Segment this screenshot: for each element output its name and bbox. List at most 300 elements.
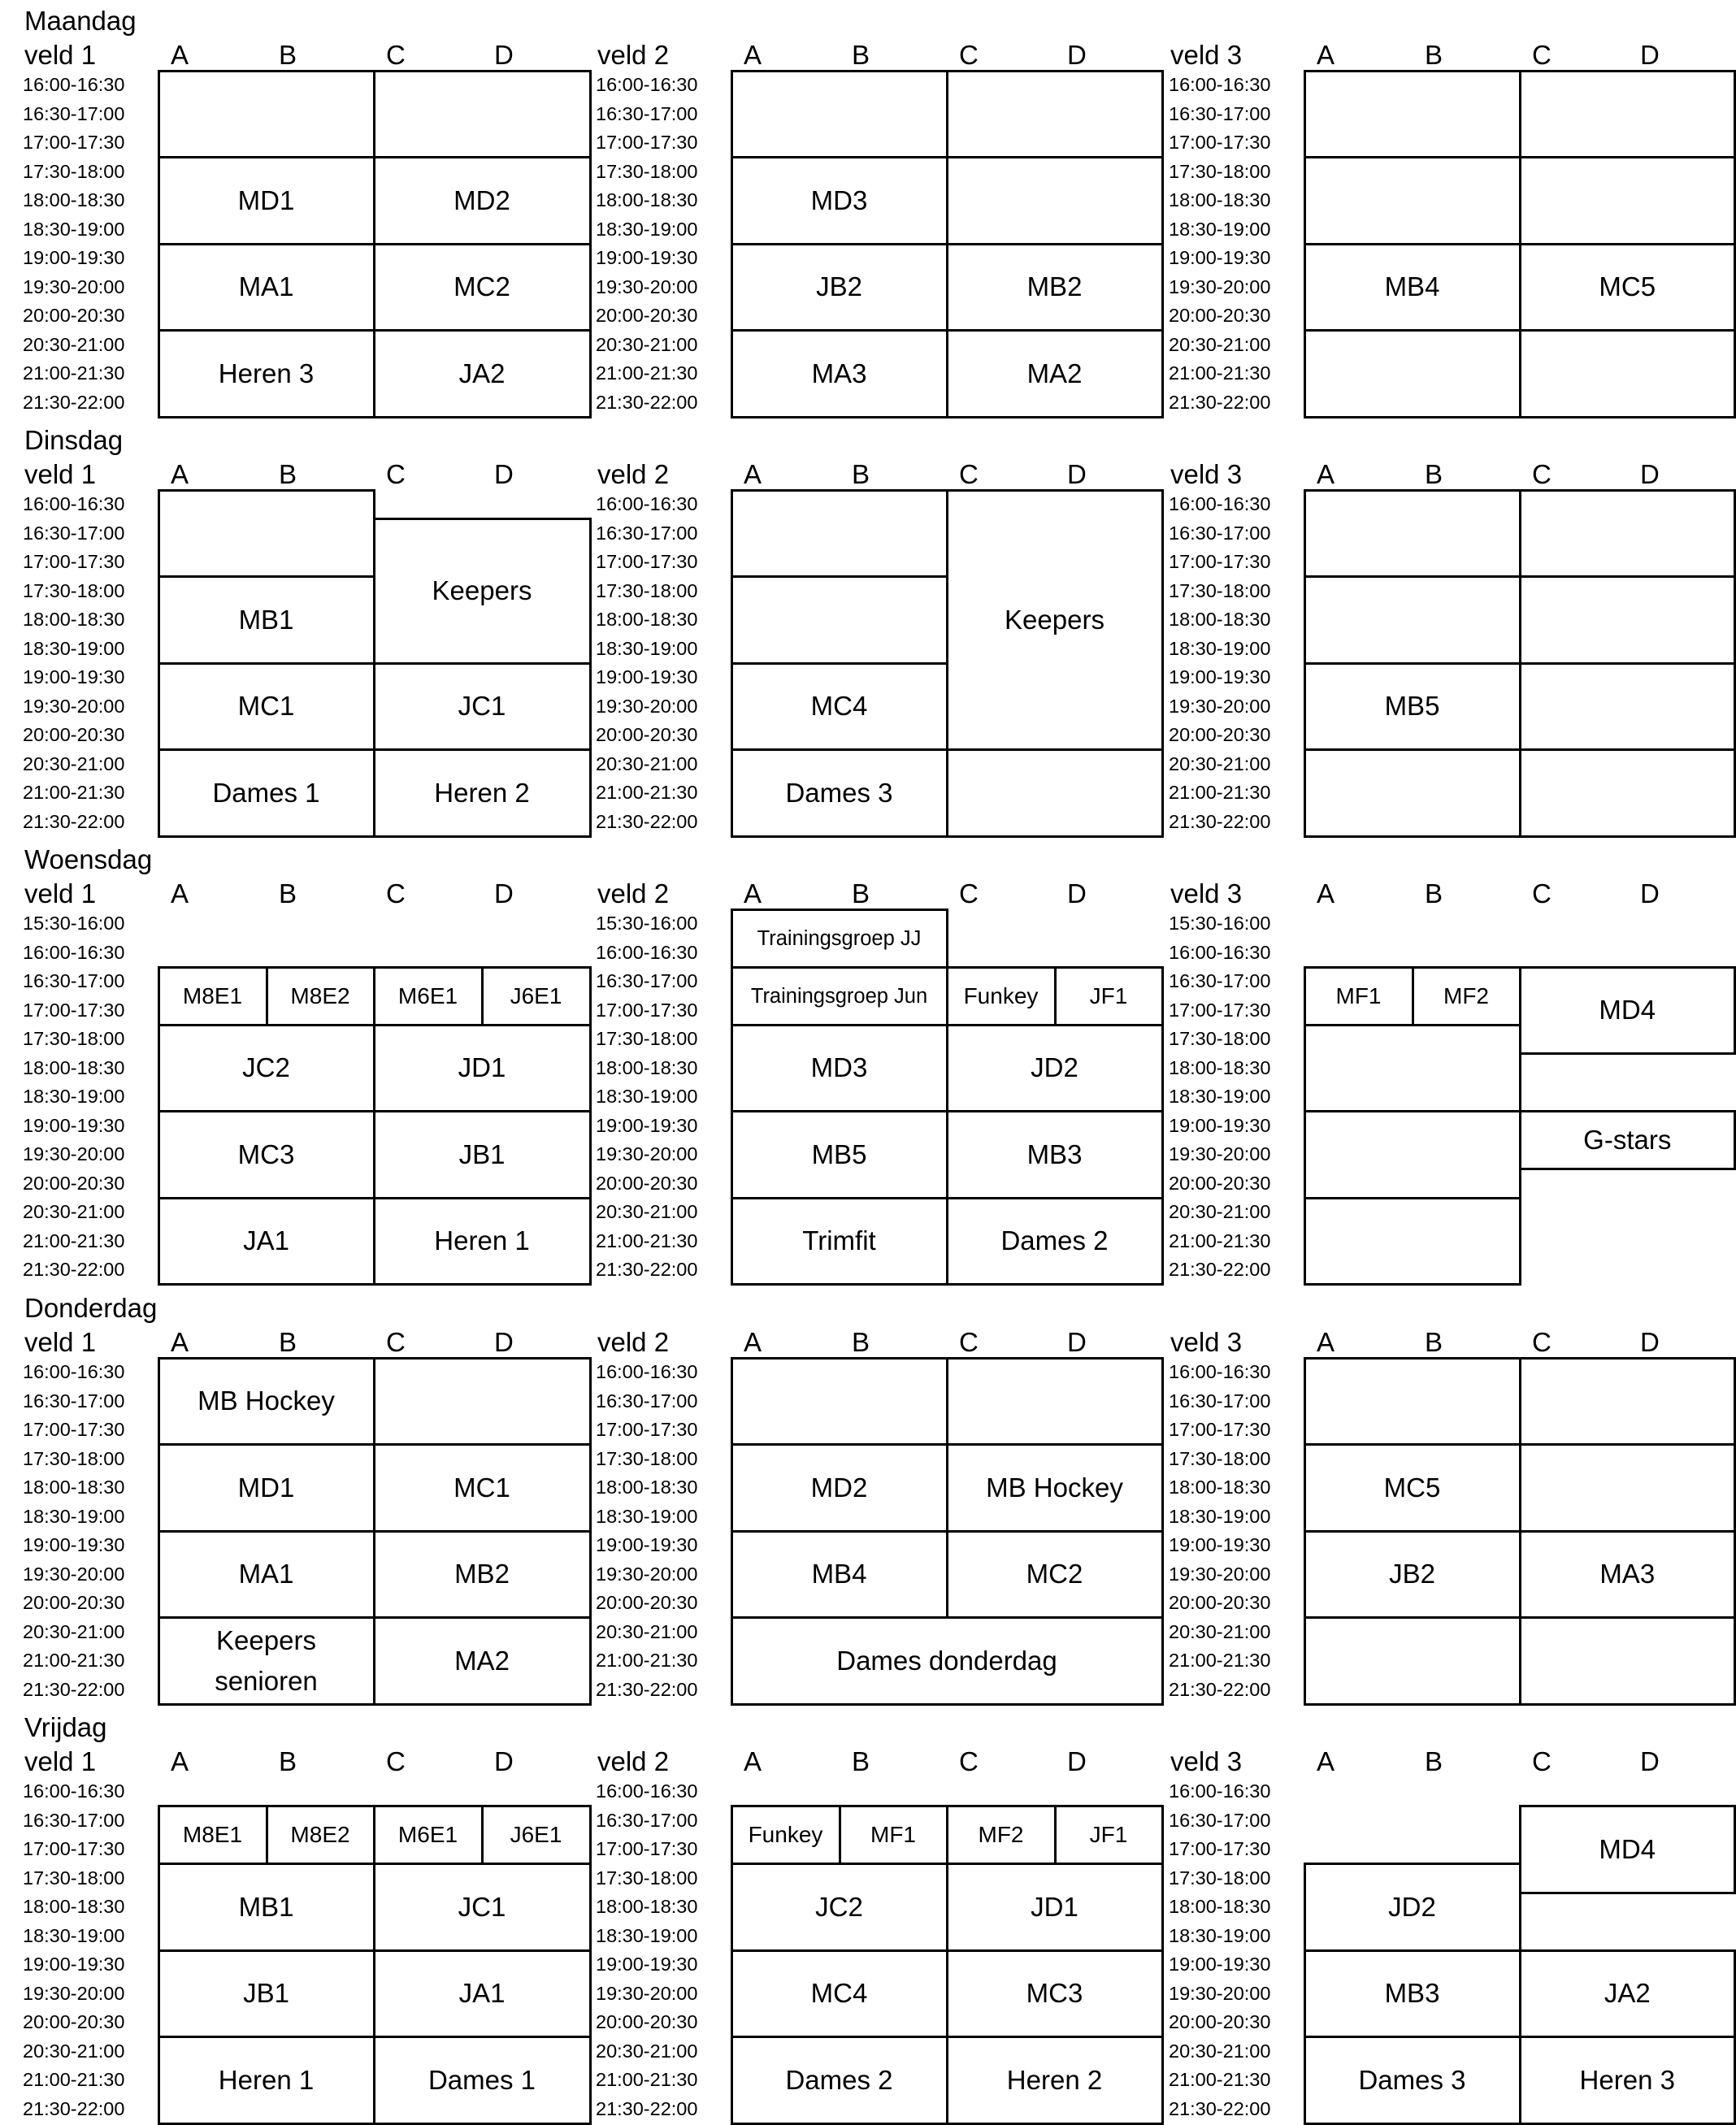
block-label: JA1 <box>243 1221 289 1261</box>
column-header: D <box>1640 1747 1660 1776</box>
block-label: MB3 <box>1385 1973 1440 2014</box>
time-slot-label: 16:00-16:30 <box>596 71 697 100</box>
time-slot-label: 16:00-16:30 <box>23 1358 124 1387</box>
block-label: MC3 <box>1026 1973 1083 2014</box>
time-slot-label: 21:30-22:00 <box>23 2095 124 2124</box>
field-label: veld 1 <box>24 1747 96 1776</box>
time-slot-label: 17:00-17:30 <box>596 1416 697 1445</box>
block-label: M8E1 <box>183 1815 242 1855</box>
time-slot-label: 17:30-18:00 <box>596 158 697 187</box>
column-header: B <box>852 879 870 909</box>
time-slot-label: 21:30-22:00 <box>23 1255 124 1285</box>
block-label: MF2 <box>979 1815 1024 1855</box>
schedule-block <box>946 70 1164 159</box>
block-label: MD1 <box>238 180 295 221</box>
block-label: Dames donderdag <box>836 1641 1057 1681</box>
column-header: A <box>744 1328 762 1357</box>
time-slot-label: 17:30-18:00 <box>1169 1864 1270 1893</box>
field-label: veld 3 <box>1170 879 1242 909</box>
time-slot-label: 19:30-20:00 <box>1169 1140 1270 1169</box>
schedule-block <box>1519 1357 1736 1446</box>
column-header: A <box>171 1328 189 1357</box>
time-slot-label: 16:30-17:00 <box>1169 967 1270 996</box>
block-label: MB3 <box>1027 1134 1083 1175</box>
block-label: MF1 <box>1336 976 1382 1017</box>
time-slot-label: 17:30-18:00 <box>23 1445 124 1474</box>
schedule-block <box>1519 156 1736 245</box>
time-slot-label: 16:00-16:30 <box>23 939 124 968</box>
schedule-block <box>1519 243 1736 332</box>
column-header: A <box>1317 1747 1335 1776</box>
column-header: B <box>279 1328 297 1357</box>
day-title: Donderdag <box>24 1294 157 1323</box>
time-slot-label: 20:30-21:00 <box>1169 1618 1270 1647</box>
time-slot-label: 16:30-17:00 <box>1169 100 1270 129</box>
column-header: A <box>744 879 762 909</box>
time-slot-label: 21:00-21:30 <box>596 1227 697 1256</box>
schedule-block <box>158 1110 375 1199</box>
block-label: JD2 <box>1031 1047 1078 1088</box>
time-slot-label: 21:00-21:30 <box>1169 1227 1270 1256</box>
field-label: veld 1 <box>24 1328 96 1357</box>
block-label: J6E1 <box>510 1815 562 1855</box>
schedule-block <box>1304 1357 1521 1446</box>
column-header: B <box>1425 41 1443 70</box>
column-header: D <box>1640 41 1660 70</box>
schedule-block <box>1304 70 1521 159</box>
block-label: M8E2 <box>290 1815 349 1855</box>
field-label: veld 3 <box>1170 41 1242 70</box>
column-header: C <box>386 1747 406 1776</box>
time-slot-label: 17:30-18:00 <box>596 1864 697 1893</box>
column-header: C <box>959 1328 979 1357</box>
column-header: C <box>1532 1747 1552 1776</box>
schedule-block <box>1304 1024 1521 1113</box>
block-label: MC4 <box>811 1973 868 2014</box>
block-label: Funkey <box>964 976 1039 1017</box>
schedule-block <box>731 1616 1164 1706</box>
column-header: A <box>1317 879 1335 909</box>
time-slot-label: 21:00-21:30 <box>23 2066 124 2095</box>
column-header: A <box>171 460 189 489</box>
block-label: MD2 <box>454 180 510 221</box>
column-header: A <box>1317 41 1335 70</box>
column-header: A <box>171 879 189 909</box>
time-slot-label: 19:00-19:30 <box>1169 1531 1270 1560</box>
time-slot-label: 19:00-19:30 <box>596 663 697 692</box>
time-slot-label: 16:30-17:00 <box>23 967 124 996</box>
schedule-block <box>373 1024 592 1113</box>
time-slot-label: 20:30-21:00 <box>1169 1198 1270 1227</box>
column-header: B <box>852 1747 870 1776</box>
column-header: C <box>959 41 979 70</box>
schedule-block <box>731 1357 948 1446</box>
time-slot-label: 20:00-20:30 <box>23 1589 124 1618</box>
block-label: JA1 <box>459 1973 506 2014</box>
schedule-block <box>481 966 592 1026</box>
time-slot-label: 18:30-19:00 <box>1169 215 1270 245</box>
time-slot-label: 20:30-21:00 <box>596 331 697 360</box>
time-slot-label: 17:00-17:30 <box>1169 1416 1270 1445</box>
time-slot-label: 16:30-17:00 <box>1169 1387 1270 1416</box>
block-label: Dames 1 <box>212 773 319 813</box>
time-slot-label: 18:00-18:30 <box>1169 605 1270 635</box>
time-slot-label: 17:30-18:00 <box>1169 577 1270 606</box>
schedule-block <box>946 1357 1164 1446</box>
time-slot-label: 16:00-16:30 <box>1169 71 1270 100</box>
time-slot-label: 18:30-19:00 <box>596 1503 697 1532</box>
block-label: MC2 <box>454 267 510 307</box>
block-label: MC4 <box>811 686 868 726</box>
time-slot-label: 17:30-18:00 <box>596 1445 697 1474</box>
time-slot-label: 21:30-22:00 <box>596 1676 697 1705</box>
time-slot-label: 17:00-17:30 <box>596 548 697 577</box>
time-slot-label: 21:00-21:30 <box>596 778 697 808</box>
schedule-block <box>946 2036 1164 2125</box>
block-label: Heren 3 <box>219 353 314 394</box>
time-slot-label: 19:30-20:00 <box>596 1140 697 1169</box>
column-header: D <box>494 1747 514 1776</box>
column-header: C <box>959 460 979 489</box>
block-label: MC1 <box>454 1468 510 1508</box>
time-slot-label: 21:30-22:00 <box>596 388 697 418</box>
block-label: MB5 <box>812 1134 867 1175</box>
time-slot-label: 16:00-16:30 <box>23 1777 124 1806</box>
column-header: C <box>1532 460 1552 489</box>
day-title: Vrijdag <box>24 1713 107 1742</box>
block-label: MA2 <box>454 1641 510 1681</box>
column-header: A <box>171 41 189 70</box>
column-header: B <box>279 1747 297 1776</box>
schedule-block <box>1304 489 1521 579</box>
time-slot-label: 17:00-17:30 <box>596 1835 697 1864</box>
time-slot-label: 21:00-21:30 <box>23 1227 124 1256</box>
time-slot-label: 16:30-17:00 <box>1169 519 1270 549</box>
time-slot-label: 15:30-16:00 <box>1169 909 1270 939</box>
time-slot-label: 18:30-19:00 <box>1169 1922 1270 1951</box>
schedule-block <box>731 662 948 752</box>
time-slot-label: 16:00-16:30 <box>596 490 697 519</box>
schedule-block <box>946 1197 1164 1286</box>
schedule-block <box>1519 1949 1736 2039</box>
time-slot-label: 19:00-19:30 <box>596 1112 697 1141</box>
block-label: G-stars <box>1583 1120 1671 1160</box>
schedule-block <box>1519 662 1736 752</box>
schedule-block <box>946 966 1057 1026</box>
time-slot-label: 20:00-20:30 <box>596 2008 697 2037</box>
block-label: MC3 <box>238 1134 295 1175</box>
time-slot-label: 16:30-17:00 <box>596 967 697 996</box>
time-slot-label: 21:30-22:00 <box>1169 808 1270 837</box>
time-slot-label: 20:30-21:00 <box>23 1618 124 1647</box>
schedule-block <box>946 1863 1164 1952</box>
time-slot-label: 19:30-20:00 <box>23 1980 124 2009</box>
schedule-block <box>731 243 948 332</box>
time-slot-label: 20:30-21:00 <box>596 1618 697 1647</box>
time-slot-label: 18:00-18:30 <box>23 1893 124 1922</box>
time-slot-label: 18:00-18:30 <box>596 1473 697 1503</box>
schedule-block <box>731 2036 948 2125</box>
schedule-block <box>1304 1949 1521 2039</box>
field-label: veld 2 <box>597 460 669 489</box>
block-label: M8E1 <box>183 976 242 1017</box>
time-slot-label: 17:30-18:00 <box>1169 1445 1270 1474</box>
schedule-block <box>946 748 1164 838</box>
column-header: D <box>1067 1328 1087 1357</box>
schedule-block <box>1304 748 1521 838</box>
time-slot-label: 16:30-17:00 <box>596 1387 697 1416</box>
time-slot-label: 17:30-18:00 <box>23 158 124 187</box>
time-slot-label: 18:00-18:30 <box>596 1893 697 1922</box>
block-label: MB1 <box>239 600 294 640</box>
column-header: A <box>744 1747 762 1776</box>
block-label: JD1 <box>458 1047 506 1088</box>
schedule-block <box>373 1197 592 1286</box>
schedule-block <box>373 156 592 245</box>
time-slot-label: 17:30-18:00 <box>1169 1025 1270 1054</box>
column-header: D <box>494 41 514 70</box>
time-slot-label: 17:00-17:30 <box>23 128 124 158</box>
block-label: M6E1 <box>398 976 458 1017</box>
time-slot-label: 21:30-22:00 <box>596 808 697 837</box>
field-label: veld 1 <box>24 460 96 489</box>
time-slot-label: 19:30-20:00 <box>1169 692 1270 722</box>
column-header: B <box>1425 879 1443 909</box>
time-slot-label: 17:00-17:30 <box>1169 996 1270 1026</box>
time-slot-label: 18:30-19:00 <box>23 215 124 245</box>
schedule-block <box>158 2036 375 2125</box>
field-label: veld 2 <box>597 41 669 70</box>
block-label: JC1 <box>458 686 506 726</box>
time-slot-label: 20:30-21:00 <box>1169 2037 1270 2066</box>
time-slot-label: 19:30-20:00 <box>596 1560 697 1589</box>
schedule-block <box>1519 2036 1736 2125</box>
schedule-block <box>1054 1805 1164 1865</box>
schedule-block <box>731 1110 948 1199</box>
schedule-block <box>731 329 948 418</box>
time-slot-label: 19:00-19:30 <box>1169 663 1270 692</box>
block-label: MA3 <box>1599 1554 1655 1594</box>
block-label: JB2 <box>1389 1554 1435 1594</box>
block-label: Dames 3 <box>1358 2060 1465 2101</box>
time-slot-label: 18:00-18:30 <box>1169 1473 1270 1503</box>
schedule-block <box>1519 748 1736 838</box>
field-label: veld 3 <box>1170 1747 1242 1776</box>
block-label: MF2 <box>1443 976 1489 1017</box>
schedule-block <box>946 1530 1164 1620</box>
time-slot-label: 19:00-19:30 <box>1169 1950 1270 1980</box>
time-slot-label: 17:00-17:30 <box>1169 548 1270 577</box>
column-header: D <box>1067 879 1087 909</box>
time-slot-label: 17:30-18:00 <box>1169 158 1270 187</box>
schedule-block <box>946 1110 1164 1199</box>
time-slot-label: 18:00-18:30 <box>1169 186 1270 215</box>
time-slot-label: 20:00-20:30 <box>1169 301 1270 331</box>
schedule-block <box>158 1530 375 1620</box>
schedule-block <box>946 1805 1057 1865</box>
schedule-block <box>1519 1805 1736 1894</box>
time-slot-label: 18:00-18:30 <box>1169 1893 1270 1922</box>
block-label: M8E2 <box>290 976 349 1017</box>
column-header: B <box>852 1328 870 1357</box>
time-slot-label: 16:30-17:00 <box>23 100 124 129</box>
block-label: MB Hockey <box>197 1381 335 1421</box>
time-slot-label: 16:00-16:30 <box>23 71 124 100</box>
schedule-block <box>1304 156 1521 245</box>
column-header: D <box>1640 1328 1660 1357</box>
schedule-block <box>158 243 375 332</box>
field-label: veld 2 <box>597 1328 669 1357</box>
block-label: JA2 <box>459 353 506 394</box>
time-slot-label: 20:00-20:30 <box>596 1589 697 1618</box>
schedule-block <box>373 1530 592 1620</box>
column-header: C <box>1532 1328 1552 1357</box>
time-slot-label: 17:00-17:30 <box>1169 1835 1270 1864</box>
schedule-block <box>373 243 592 332</box>
block-label: JC2 <box>815 1887 863 1928</box>
column-header: C <box>386 460 406 489</box>
block-label: JB1 <box>459 1134 506 1175</box>
time-slot-label: 16:00-16:30 <box>23 490 124 519</box>
time-slot-label: 18:30-19:00 <box>596 635 697 664</box>
time-slot-label: 21:30-22:00 <box>596 1255 697 1285</box>
time-slot-label: 17:00-17:30 <box>23 1416 124 1445</box>
schedule-block <box>158 662 375 752</box>
schedule-block <box>731 156 948 245</box>
block-label: JF1 <box>1090 1815 1128 1855</box>
column-header: C <box>1532 41 1552 70</box>
time-slot-label: 18:00-18:30 <box>1169 1054 1270 1083</box>
time-slot-label: 21:30-22:00 <box>1169 388 1270 418</box>
time-slot-label: 17:00-17:30 <box>23 1835 124 1864</box>
column-header: D <box>494 879 514 909</box>
block-label: Keepers <box>1005 600 1105 640</box>
time-slot-label: 16:30-17:00 <box>23 1387 124 1416</box>
time-slot-label: 21:00-21:30 <box>1169 1646 1270 1676</box>
block-label: Dames 2 <box>785 2060 892 2101</box>
time-slot-label: 21:00-21:30 <box>596 1646 697 1676</box>
time-slot-label: 20:30-21:00 <box>1169 750 1270 779</box>
schedule-block <box>1412 966 1521 1026</box>
time-slot-label: 16:00-16:30 <box>596 939 697 968</box>
day-title: Woensdag <box>24 845 152 874</box>
block-label: MB2 <box>454 1554 510 1594</box>
time-slot-label: 19:00-19:30 <box>596 1950 697 1980</box>
block-label: MB4 <box>1385 267 1440 307</box>
block-label: JC2 <box>242 1047 290 1088</box>
block-label: Trimfit <box>802 1221 875 1261</box>
column-header: C <box>386 1328 406 1357</box>
block-label: Funkey <box>749 1815 823 1855</box>
schedule-block <box>158 748 375 838</box>
column-header: C <box>1532 879 1552 909</box>
schedule-block <box>266 966 375 1026</box>
time-slot-label: 21:30-22:00 <box>23 808 124 837</box>
schedule-block <box>373 2036 592 2125</box>
time-slot-label: 19:00-19:30 <box>1169 244 1270 273</box>
block-label: Heren 2 <box>434 773 529 813</box>
time-slot-label: 18:30-19:00 <box>23 1082 124 1112</box>
schedule-block <box>158 156 375 245</box>
schedule-block <box>1304 1530 1521 1620</box>
time-slot-label: 19:30-20:00 <box>596 1980 697 2009</box>
block-label: Heren 2 <box>1007 2060 1102 2101</box>
column-header: A <box>744 41 762 70</box>
column-header: D <box>494 460 514 489</box>
time-slot-label: 20:00-20:30 <box>596 301 697 331</box>
block-label: MA2 <box>1027 353 1083 394</box>
schedule-block <box>373 662 592 752</box>
column-header: B <box>852 460 870 489</box>
time-slot-label: 16:30-17:00 <box>596 100 697 129</box>
schedule-block <box>373 70 592 159</box>
time-slot-label: 21:00-21:30 <box>23 778 124 808</box>
time-slot-label: 19:30-20:00 <box>23 273 124 302</box>
schedule-block <box>373 966 484 1026</box>
schedule-block <box>1304 1616 1521 1706</box>
schedule-block <box>158 1863 375 1952</box>
schedule-block <box>373 1443 592 1533</box>
column-header: D <box>1067 1747 1087 1776</box>
schedule-block <box>946 1949 1164 2039</box>
column-header: D <box>494 1328 514 1357</box>
schedule-block <box>731 1949 948 2039</box>
time-slot-label: 19:30-20:00 <box>1169 1560 1270 1589</box>
time-slot-label: 17:00-17:30 <box>596 996 697 1026</box>
schedule-block <box>731 1530 948 1620</box>
schedule-block <box>1519 1110 1736 1170</box>
time-slot-label: 18:30-19:00 <box>596 1082 697 1112</box>
time-slot-label: 19:30-20:00 <box>1169 1980 1270 2009</box>
time-slot-label: 19:00-19:30 <box>1169 1112 1270 1141</box>
time-slot-label: 16:00-16:30 <box>1169 490 1270 519</box>
time-slot-label: 17:30-18:00 <box>23 1025 124 1054</box>
time-slot-label: 19:30-20:00 <box>23 1560 124 1589</box>
schedule-block <box>373 1110 592 1199</box>
schedule-block <box>1304 1110 1521 1199</box>
schedule-block <box>1519 1616 1736 1706</box>
column-header: B <box>279 41 297 70</box>
block-label: MC1 <box>238 686 295 726</box>
time-slot-label: 19:30-20:00 <box>1169 273 1270 302</box>
schedule-block <box>946 156 1164 245</box>
column-header: A <box>744 460 762 489</box>
schedule-block <box>1519 489 1736 579</box>
block-label: M6E1 <box>398 1815 458 1855</box>
block-label: MD4 <box>1599 990 1656 1030</box>
schedule-block <box>158 966 268 1026</box>
block-label: MA1 <box>239 1554 294 1594</box>
schedule-block <box>1519 329 1736 418</box>
block-label: MB1 <box>239 1887 294 1928</box>
schedule-block <box>731 748 948 838</box>
time-slot-label: 20:30-21:00 <box>1169 331 1270 360</box>
field-label: veld 3 <box>1170 460 1242 489</box>
field-label: veld 1 <box>24 41 96 70</box>
column-header: A <box>1317 460 1335 489</box>
time-slot-label: 18:30-19:00 <box>23 1922 124 1951</box>
column-header: C <box>959 1747 979 1776</box>
time-slot-label: 19:30-20:00 <box>596 273 697 302</box>
block-label: Dames 3 <box>785 773 892 813</box>
time-slot-label: 18:00-18:30 <box>23 605 124 635</box>
block-label: Trainingsgroep Jun <box>751 976 927 1017</box>
field-label: veld 2 <box>597 1747 669 1776</box>
schedule-block <box>158 1197 375 1286</box>
time-slot-label: 20:00-20:30 <box>1169 1589 1270 1618</box>
schedule-block <box>1519 966 1736 1056</box>
time-slot-label: 19:00-19:30 <box>23 244 124 273</box>
